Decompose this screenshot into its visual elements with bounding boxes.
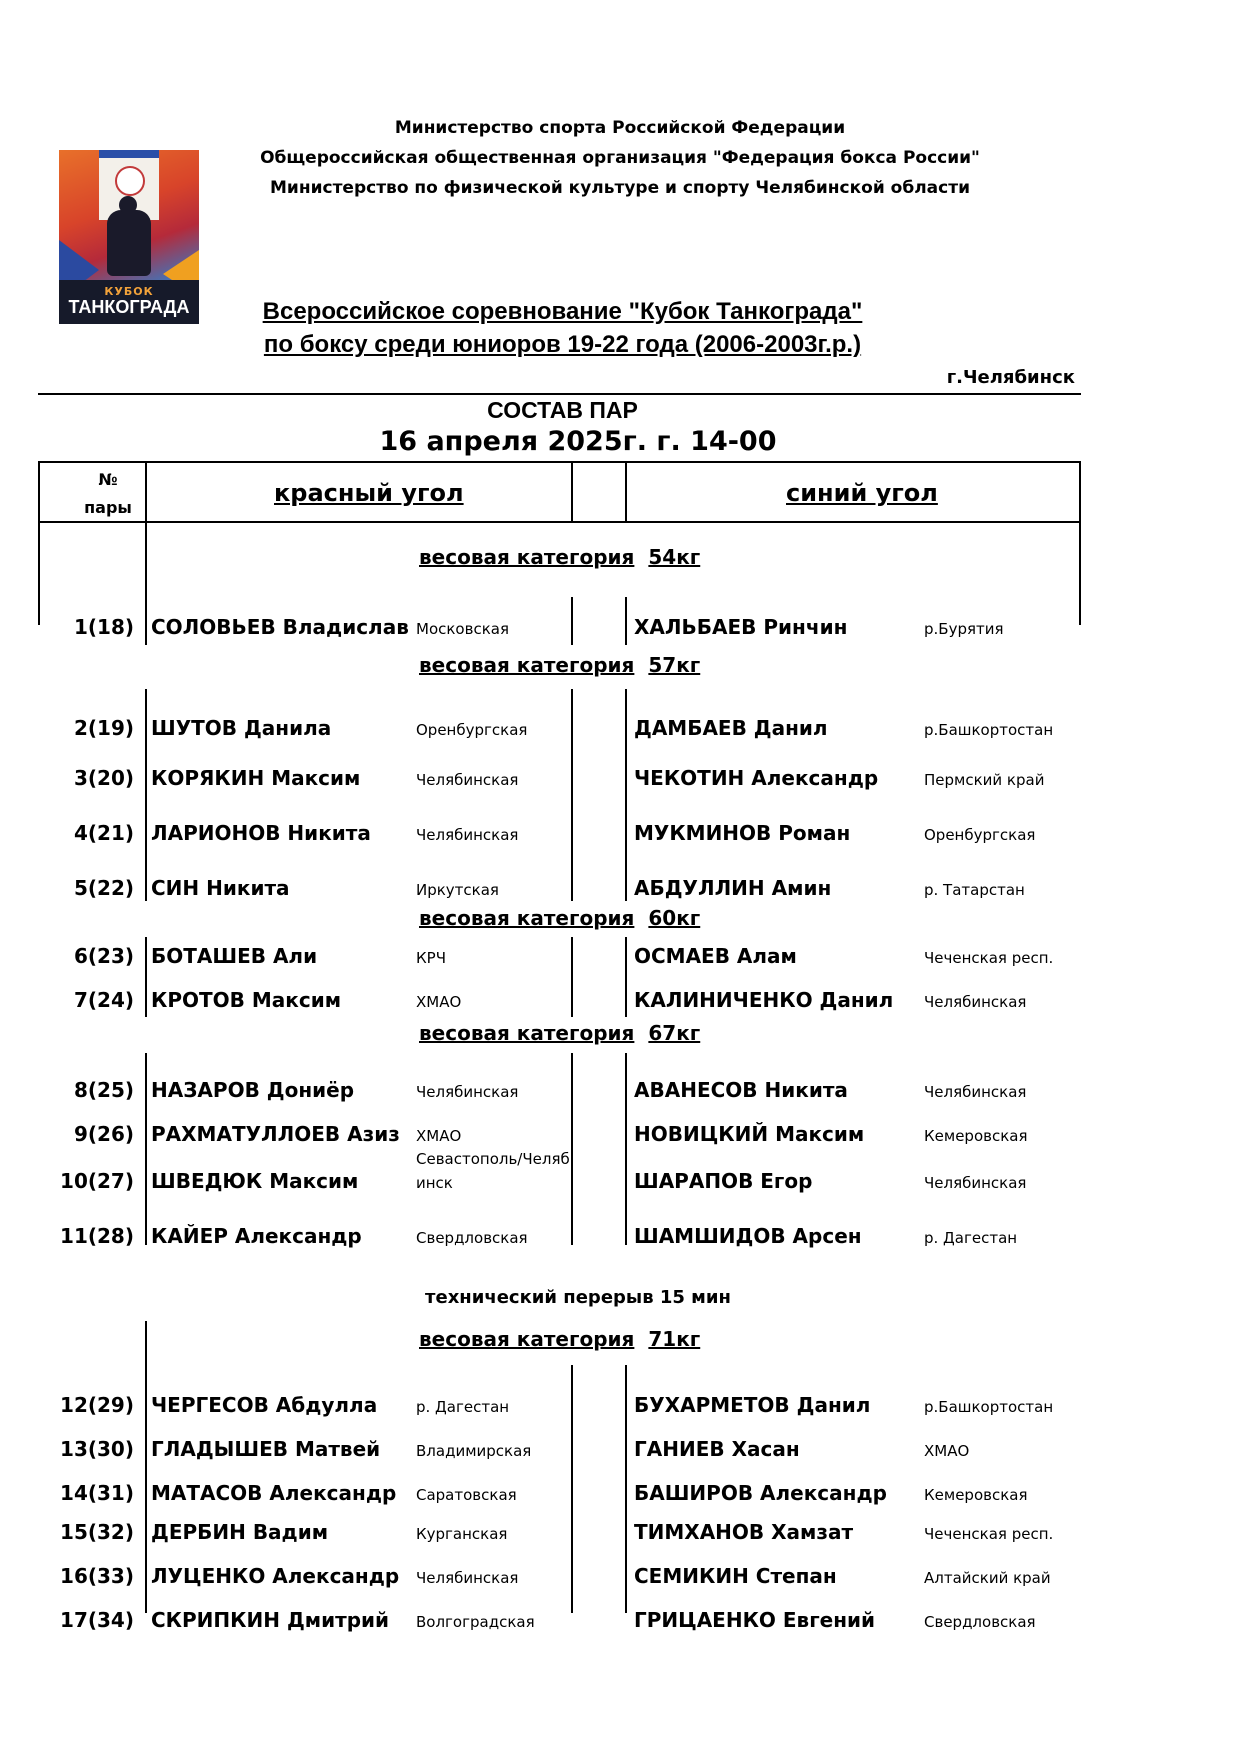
table-left-border xyxy=(38,461,40,523)
header-divider xyxy=(38,393,1081,395)
blue-boxer-name: ТИМХАНОВ Хамзат xyxy=(634,1520,854,1544)
pair-number: 13(30) xyxy=(60,1437,134,1461)
blue-boxer-name: ГРИЦАЕНКО Евгений xyxy=(634,1608,876,1632)
logo-tankograd-text: ТАНКОГРАДА xyxy=(68,297,190,317)
red-boxer-name: НАЗАРОВ Дониёр xyxy=(151,1078,355,1102)
logo-kubok-text: КУБОК xyxy=(104,285,154,298)
blue-boxer-region: Оренбургская xyxy=(924,826,1036,844)
pair-number: 16(33) xyxy=(60,1564,134,1588)
red-column-rule xyxy=(145,1053,147,1245)
red-boxer-name: КРОТОВ Максим xyxy=(151,988,342,1012)
red-boxer-name: СОЛОВЬЕВ Владислав xyxy=(151,615,409,639)
blue-boxer-region: р.Башкортостан xyxy=(924,1398,1054,1416)
pair-number: 17(34) xyxy=(60,1608,134,1632)
weight-category-value: 67кг xyxy=(648,1021,701,1045)
middle-rule xyxy=(571,597,573,645)
weight-category-54 xyxy=(419,545,700,569)
red-boxer-region: Челябинская xyxy=(416,1569,519,1587)
weight-category-71 xyxy=(419,1327,700,1351)
pair-number: 15(32) xyxy=(60,1520,134,1544)
red-boxer-region: Владимирская xyxy=(416,1442,532,1460)
blue-column-rule xyxy=(625,1053,627,1245)
blue-boxer-region: р.Бурятия xyxy=(924,620,1004,638)
red-column-rule xyxy=(145,1321,147,1613)
red-boxer-region: Волгоградская xyxy=(416,1613,535,1631)
blue-boxer-name: АВАНЕСОВ Никита xyxy=(634,1078,848,1102)
blue-boxer-name: НОВИЦКИЙ Максим xyxy=(634,1122,865,1146)
table-col-divider xyxy=(625,461,627,523)
column-header-red-corner: красный угол xyxy=(274,479,464,507)
red-column-rule xyxy=(145,521,147,645)
table-col-divider xyxy=(145,461,147,523)
pair-number: 14(31) xyxy=(60,1481,134,1505)
blue-boxer-region: Пермский край xyxy=(924,771,1045,789)
column-header-pair-number xyxy=(80,466,136,522)
red-boxer-region: Курганская xyxy=(416,1525,508,1543)
pair-number: 11(28) xyxy=(60,1224,134,1248)
event-title-line1: Всероссийское соревнование "Кубок Танкограда" xyxy=(262,298,863,325)
blue-boxer-name: ХАЛЬБАЕВ Ринчин xyxy=(634,615,848,639)
red-boxer-region-line1: Севастополь/Челяб xyxy=(416,1150,570,1168)
weight-category-value: 54кг xyxy=(648,545,701,569)
red-boxer-name: СКРИПКИН Дмитрий xyxy=(151,1608,390,1632)
blue-boxer-region: Челябинская xyxy=(924,1083,1027,1101)
weight-category-60 xyxy=(419,906,700,930)
blue-boxer-name: ДАМБАЕВ Данил xyxy=(634,716,828,740)
red-boxer-name: КОРЯКИН Максим xyxy=(151,766,361,790)
column-header-pairs: пары xyxy=(84,498,132,517)
red-boxer-name: СИН Никита xyxy=(151,876,290,900)
red-boxer-region: Саратовская xyxy=(416,1486,517,1504)
weight-category-label: весовая категория xyxy=(419,545,635,569)
red-boxer-region: Челябинская xyxy=(416,771,519,789)
table-header-bottom-border xyxy=(38,521,1081,523)
red-boxer-region: Оренбургская xyxy=(416,721,528,739)
blue-boxer-region: Челябинская xyxy=(924,993,1027,1011)
blue-boxer-name: ОСМАЕВ Алам xyxy=(634,944,797,968)
red-boxer-name: ШУТОВ Данила xyxy=(151,716,332,740)
blue-boxer-name: АБДУЛЛИН Амин xyxy=(634,876,832,900)
weight-category-label: весовая категория xyxy=(419,1021,635,1045)
pair-number: 7(24) xyxy=(73,988,134,1012)
weight-category-label: весовая категория xyxy=(419,1327,635,1351)
table-col-divider xyxy=(571,461,573,523)
blue-boxer-name: ШАРАПОВ Егор xyxy=(634,1169,813,1193)
blue-boxer-name: ГАНИЕВ Хасан xyxy=(634,1437,800,1461)
page-title: СОСТАВ ПАР xyxy=(487,397,638,423)
blue-boxer-name: ШАМШИДОВ Арсен xyxy=(634,1224,862,1248)
red-boxer-region: ХМАО xyxy=(416,993,462,1011)
blue-boxer-name: МУКМИНОВ Роман xyxy=(634,821,851,845)
pair-number: 2(19) xyxy=(73,716,134,740)
red-boxer-name: ЧЕРГЕСОВ Абдулла xyxy=(151,1393,378,1417)
blue-boxer-region: Чеченская респ. xyxy=(924,1525,1054,1543)
pair-number: 6(23) xyxy=(73,944,134,968)
weight-category-67 xyxy=(419,1021,700,1045)
header-ministry-sport: Министерство спорта Российской Федерации xyxy=(394,118,846,138)
pair-number: 1(18) xyxy=(73,615,134,639)
blue-boxer-region: Кемеровская xyxy=(924,1486,1028,1504)
weight-category-label: весовая категория xyxy=(419,906,635,930)
boxer-silhouette-icon xyxy=(107,210,151,276)
column-header-blue-corner: синий угол xyxy=(786,479,938,507)
red-boxer-region: Московская xyxy=(416,620,509,638)
red-boxer-region: Челябинская xyxy=(416,826,519,844)
event-title-line2: по боксу среди юниоров 19-22 года (2006-2003г.р.) xyxy=(263,331,862,358)
middle-rule xyxy=(571,1365,573,1613)
header-ministry-chelyabinsk: Министерство по физической культуре и спорту Челябинской области xyxy=(270,178,970,198)
pair-number: 4(21) xyxy=(73,821,134,845)
weight-category-57 xyxy=(419,653,700,677)
red-boxer-name: РАХМАТУЛЛОЕВ Азиз xyxy=(151,1122,400,1146)
weight-category-value: 57кг xyxy=(648,653,701,677)
blue-column-rule xyxy=(625,597,627,645)
blue-boxer-name: ЧЕКОТИН Александр xyxy=(634,766,879,790)
blue-boxer-region: Алтайский край xyxy=(924,1569,1051,1587)
pair-number: 3(20) xyxy=(73,766,134,790)
event-city: г.Челябинск xyxy=(946,367,1075,388)
weight-category-label: весовая категория xyxy=(419,653,635,677)
blue-boxer-name: БАШИРОВ Александр xyxy=(634,1481,887,1505)
blue-column-rule xyxy=(625,937,627,1017)
red-column-rule xyxy=(145,937,147,1017)
blue-boxer-region: р. Татарстан xyxy=(924,881,1025,899)
blue-boxer-region: р. Дагестан xyxy=(924,1229,1018,1247)
red-boxer-region: р. Дагестан xyxy=(416,1398,510,1416)
weight-category-value: 71кг xyxy=(648,1327,701,1351)
blue-boxer-region: Свердловская xyxy=(924,1613,1036,1631)
blue-boxer-name: СЕМИКИН Степан xyxy=(634,1564,837,1588)
red-boxer-name: МАТАСОВ Александр xyxy=(151,1481,397,1505)
table-left-border xyxy=(38,521,40,625)
pair-number: 9(26) xyxy=(73,1122,134,1146)
red-boxer-region: Челябинская xyxy=(416,1083,519,1101)
blue-boxer-region: Челябинская xyxy=(924,1174,1027,1192)
red-boxer-region: Иркутская xyxy=(416,881,499,899)
pair-number: 8(25) xyxy=(73,1078,134,1102)
blue-column-rule xyxy=(625,1365,627,1613)
technical-break-note: технический перерыв 15 мин xyxy=(425,1287,731,1308)
middle-rule xyxy=(571,1053,573,1245)
red-boxer-name: ШВЕДЮК Максим xyxy=(151,1169,359,1193)
red-boxer-name: ДЕРБИН Вадим xyxy=(151,1520,329,1544)
pair-number: 5(22) xyxy=(73,876,134,900)
red-boxer-name: ГЛАДЫШЕВ Матвей xyxy=(151,1437,381,1461)
red-boxer-region-line2: инск xyxy=(416,1174,453,1192)
red-boxer-name: КАЙЕР Александр xyxy=(151,1224,362,1248)
red-boxer-region: КРЧ xyxy=(416,949,446,967)
red-boxer-name: ЛАРИОНОВ Никита xyxy=(151,821,371,845)
blue-boxer-region: Чеченская респ. xyxy=(924,949,1054,967)
blue-boxer-region: р.Башкортостан xyxy=(924,721,1054,739)
middle-rule xyxy=(571,937,573,1017)
weight-category-value: 60кг xyxy=(648,906,701,930)
red-boxer-name: ЛУЦЕНКО Александр xyxy=(151,1564,400,1588)
federation-emblem-icon xyxy=(115,166,145,196)
table-right-border xyxy=(1079,461,1081,523)
red-boxer-region: ХМАО xyxy=(416,1127,462,1145)
pair-number: 10(27) xyxy=(60,1169,134,1193)
red-boxer-region: Свердловская xyxy=(416,1229,528,1247)
blue-boxer-region: Кемеровская xyxy=(924,1127,1028,1145)
blue-column-rule xyxy=(625,689,627,901)
header-boxing-federation: Общероссийская общественная организация "Федерация бокса России" xyxy=(260,148,980,168)
pair-number: 12(29) xyxy=(60,1393,134,1417)
table-right-border xyxy=(1079,521,1081,625)
blue-boxer-name: КАЛИНИЧЕНКО Данил xyxy=(634,988,894,1012)
table-top-border xyxy=(38,461,1081,463)
column-header-no-symbol: № xyxy=(98,470,118,489)
red-boxer-name: БОТАШЕВ Али xyxy=(151,944,318,968)
red-column-rule xyxy=(145,689,147,901)
blue-boxer-name: БУХАРМЕТОВ Данил xyxy=(634,1393,871,1417)
middle-rule xyxy=(571,689,573,901)
blue-boxer-region: ХМАО xyxy=(924,1442,970,1460)
event-date: 16 апреля 2025г. г. 14-00 xyxy=(379,426,777,457)
